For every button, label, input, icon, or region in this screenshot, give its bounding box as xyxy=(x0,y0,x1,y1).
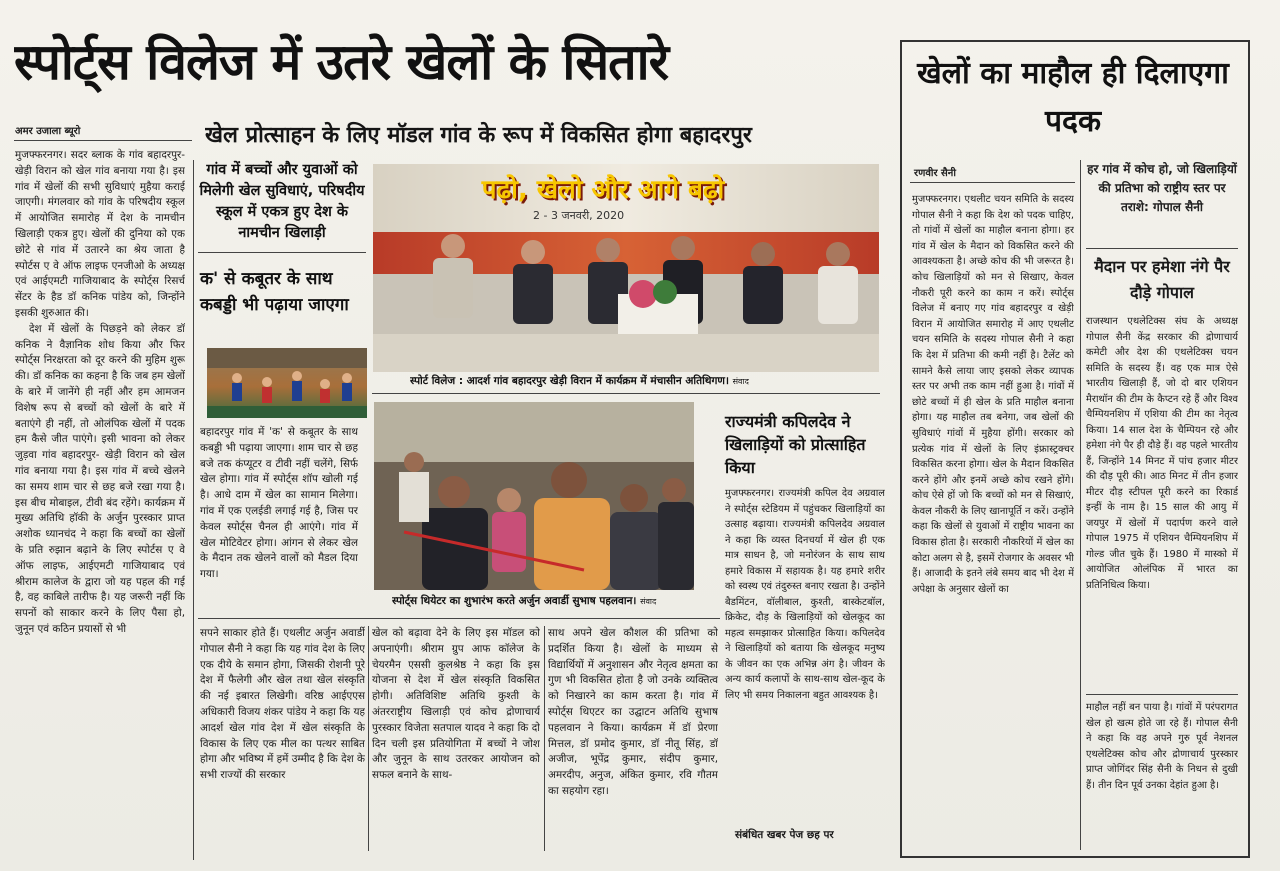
article-paragraph: मुजफ्फरनगर। सदर ब्लाक के गांव बहादरपुर- खेड़ी विरान को खेल गांव बनाया गया है। इस गांव में खेलों की सभी सुविधाएं मुहैया कराई जाएगी। मंगलवार को गांव के परिषदीय स्कूल में आयोजित समारोह में देश के नामचीन खिलाड़ी एकत्र हुए। खेलों की दुनिया को एक छोटे से गांव में उतारने का श्रेय जाता है स्पोर्टस ए वे ऑफ लाइफ एनजीओ के अध्यक्ष एवं आईएमटी गाजियाबाद के स्पोर्ट्स रिसर्च सेंटर के हैड डॉ कनिक पांडेय को, जिन्होंने इसकी शुरुआत की। xyxy=(15,149,185,319)
side-column-2-end: माहौल नहीं बन पाया है। गांवों में परंपरागत खेल हो खत्म होते जा रहे हैं। गोपाल सैनी ने कहा कि वह अपने गुरु पूर्व नेशनल एथलेटिक्स कोच और द्रोणाचार्य पुरस्कार प्राप्त जोगिंदर सिंह सैनी के निधन से दुखी हैं। तीन दिन पूर्व उनका देहांत हुआ है। xyxy=(1086,702,1238,791)
side-column-2: राजस्थान एथलेटिक्स संघ के अध्यक्ष गोपाल सैनी केंद्र सरकार की द्रोणाचार्य कमेटी और देश की एथलेटिक्स चयन समिति के सदस्य हैं। वह एक मात्र ऐसे भारतीय खिलाड़ी हैं, जो दो बार एशियन मैराथॉन की टीम के कैप्टन रहे हैं और विश्व चैम्पियनशिप में एशिया की टीम का नेतृत्व किया। 14 साल देश के चैम्पियन रहे और हमेशा नंगे पैर ही दौड़े हैं। वह पहले भारतीय हैं, जिन्होंने 14 मिनट में पांच हजार मीटर की दौड़ पूरी की। आठ मिनट में तीन हजार मीटर दौड़ स्टीपल पूरी करने का रिकार्ड इन्हीं के नाम है। 15 साल की आयु में जयपुर में खेलों में पदार्पण करने वाले गोपाल 1975 में एशियन चैम्पियनशिप में गोल्ड जीत चुके हैं। 1980 में मास्को में आयोजित ओलंपिक में भारत का प्रतिनिधित्व किया। xyxy=(1086,316,1238,591)
side-column-1: मुजफ्फरनगर। एथलीट चयन समिति के सदस्य गोपाल सैनी ने कहा कि देश को पदक चाहिए, तो गांवों में खेलों का माहौल बनाना होगा। हर गांव में खेल के मैदान को विकसित करने की आवश्यकता है। अच्छे कोच की भी जरूरत है। कोच खिलाड़ियों को मन से सिखाए, केवल नौकरी पूरी करने का काम न करें। स्पोर्ट्स विलेज में बनाए गए गांव बहादरपुर व खेड़ी विरान में आयोजित समारोह में आए एथलीट चयन समिति के सदस्य गोपाल सैनी ने कहा कि देश में प्रतिभा की कमी नहीं है। टैलेंट को सामने कैसे लाया जाए इसको लेकर व्यापक स्तर पर अभी तक काम नहीं हुआ है। गांवों में छोटे बच्चों में ही खेल के प्रति माहौल बनाना होगा। यह माहौल तब बनेगा, जब खेलों की सुविधाएं गांवों में मुहैया होंगी। सरकार को प्रत्येक गांव में खेलों के लिए इंफ्रास्ट्रक्चर विकसित करना होगा। खेल के मैदान विकसित करने होंगे और इनमें अच्छे कोच रखने होंगे। कोच ऐसे हों जो कि बच्चों को मन से सिखाएं, केवल नौकरी के लिए खानापूर्ति न करें। उन्होंने कहा कि खेलों से युवाओं में राष्ट्रीय भावना का विकास होता है। सरकारी नौकरियों में खेल का कोटा अलग से है, इसमें रोजगार के अवसर भी हैं। आजादी के इतने लंबे समय बाद भी देश में अपेक्षा के अनुसार खेलों का xyxy=(912,194,1074,595)
article-column-3: खेल को बढ़ावा देने के लिए इस मॉडल को अपनाएंगी। श्रीराम ग्रुप आफ कॉलेज के चेयरमैन एससी कुलश्रेष्ठ ने कहा कि इस योजना से देश में खेल संस्कृति विकसित होगी। अतिविशिष्ट अतिथि कुश्ती के अंतरराष्ट्रीय खिलाड़ी एवं कोच द्रोणाचार्य पुरस्कार विजेता सतपाल यादव ने कहा कि दो दिन चली इस प्रतियोगिता में बच्चों ने जोश और जुनून के साथ उतरकर आयोजन को सफल बनाने के साथ- xyxy=(372,627,540,782)
divider xyxy=(372,393,880,394)
continued-note: संबंधित खबर पेज छह पर xyxy=(735,829,834,841)
minister-headline: राज्यमंत्री कपिलदेव ने खिलाड़ियों को प्रोत्साहित किया xyxy=(725,412,866,477)
kabaddi-subheadline: क' से कबूतर के साथ कबड्डी भी पढ़ाया जाएगा xyxy=(200,269,349,315)
side-subheadline: मैदान पर हमेशा नंगे पैर दौड़े गोपाल xyxy=(1094,257,1230,302)
divider xyxy=(910,182,1075,183)
main-subhead: खेल प्रोत्साहन के लिए मॉडल गांव के रूप में विकसित होगा बहादरपुर xyxy=(205,123,752,148)
divider xyxy=(1086,248,1238,249)
stage-photo xyxy=(373,164,879,372)
article-paragraph: देश में खेलों के पिछड़ने को लेकर डॉ कनिक ने वैज्ञानिक शोध किया और फिर स्पोर्ट्स निरक्षरता को दूर करने की मुहिम शुरू की। डॉ कनिक का कहना है कि जब हम खेलों के बारे में जानेंगे ही नहीं और हम आमजन विशेष रूप से बच्चों को खेलों के बारे में बताएंगे ही नहीं, तो ओलंपिक खेलों में पदक हम कैसे जीत पाएंगे। इसी भावना को लेकर जुड़वा गांव बहादरपुर- खेड़ी विरान को खेल गांव बनाया गया है। इस गांव में बच्चे खेलने का समय शाम चार से छह बजे रखा गया है। इस बीच मोबाइल, टीवी बंद रहेंगे। कार्यक्रम में मुख्य अतिथि हॉकी के अर्जुन पुरस्कार प्राप्त अशोक ध्यानचंद ने कहा कि बच्चों का खेलों के प्रति रुझान बढ़ाने के लिए स्पोर्टस ए वे ऑफ लाइफ, आईएमटी गाजियाबाद एवं श्रीराम कालेज के द्वारा जो यह पहल की गई है, वह काबिले तारीफ है। यह जरूरी नहीं कि सपनों को साकार करने के लिए पैसा हो, जुनून एवं कठिन प्रयासों से भी xyxy=(15,322,185,635)
column-rule xyxy=(1080,160,1081,850)
kabaddi-text: बहादरपुर गांव में 'क' से कबूतर के साथ कबड्डी भी पढ़ाया जाएगा। शाम चार से छह बजे तक कंप्यूटर व टीवी नहीं चलेंगे, सिर्फ खेल होगा। गांव में स्पोर्ट्स शॉप खोली गई है। आधे दाम में खेल का सामान मिलेगा। गांव में एक एलईडी लगाई गई है, जिस पर केवल स्पोर्ट्स चैनल ही आएंगे। गांव में खेल मोटिवेटर होगा। आंगन से लेकर खेल के मैदान तक खेलने वालों को मैडल दिया गया। xyxy=(200,426,358,581)
divider xyxy=(1086,694,1238,695)
inauguration-photo-caption xyxy=(392,592,692,611)
minister-story: मुजफ्फरनगर। राज्यमंत्री कपिल देव अग्रवाल ने स्पोर्ट्स स्टेडियम में पहुंचकर खिलाड़ियों का उत्साह बढ़ाया। राज्यमंत्री कपिलदेव अग्रवाल ने कहा कि व्यस्त दिनचर्या में खेल ही एक मात्र साधन है, जो मनोरंजन के साथ साथ हमारे विकास में सहायक है। यह हमारे शरीर को स्वस्थ एवं तंदुरुस्त बनाए रखता है। उन्होंने बैडमिंटन, वॉलीबाल, कुश्ती, बास्केटबॉल, क्रिकेट, दौड़ के खिलाड़ियों को खेलकूद का महत्व समझाकर प्रोत्साहित किया। कपिलदेव ने खिलाड़ियों को बताया कि खेलकूद मनुष्य के जीवन का एक अभिन्न अंग है। जीवन के अन्य कार्य कलापों के साथ-साथ खेल-कूद के लिए भी समय निकालना बहुत आवश्यक है। xyxy=(725,488,885,701)
inauguration-photo xyxy=(374,402,694,590)
caption-text: स्पोर्ट्स थियेटर का शुभारंभ करते अर्जुन अवार्डी सुभाष पहलवान। xyxy=(392,595,637,607)
article-column-2: सपने साकार होते हैं। एथलीट अर्जुन अवार्डी गोपाल सैनी ने कहा कि यह गांव देश के लिए एक दीये के समान होगा, जिसकी रोशनी पूरे देश में फैलेगी और खेल तथा खेल संस्कृति की नई इबारत लिखेगी। वरिष्ठ आईएएस अधिकारी विजय शंकर पांडेय ने कहा कि यह आदर्श खेल गांव देश में खेल संस्कृति के विकास के लिए एक मील का पत्थर साबित होगा और भविष्य में हमें उम्मीद है कि देश के सभी राज्यों की सरकार xyxy=(200,627,365,782)
column-rule xyxy=(544,626,545,851)
inauguration-illustration xyxy=(374,402,694,590)
column-rule xyxy=(193,160,194,860)
photo-credit: संवाद xyxy=(732,377,749,386)
kabaddi-players-illustration xyxy=(207,348,367,418)
side-quote: हर गांव में कोच हो, जो खिलाड़ियों की प्रतिभा को राष्ट्रीय स्तर पर तराशे: गोपाल सैनी xyxy=(1087,162,1237,214)
main-headline: स्पोर्ट्स विलेज में उतरे खेलों के सितारे xyxy=(14,33,669,91)
column-rule xyxy=(368,626,369,851)
banner-slogan: पढ़ो, खेलो और आगे बढ़ो xyxy=(481,175,725,205)
photo-credit: संवाद xyxy=(640,597,657,606)
article-column-4: साथ अपने खेल कौशल की प्रतिभा को प्रदर्शित किया है। खेलों के माध्यम से विद्यार्थियों में अनुशासन और नेतृत्व क्षमता का गुण भी विकसित होता है जो उनके व्यक्तित्व को निखारने का काम करता है। गांव में स्पोर्ट्स थिएटर का उद्घाटन अतिथि सुभाष पहलवान ने किया। कार्यक्रम में डॉ प्रेरणा मित्तल, डॉ प्रमोद कुमार, डॉ नीतू सिंह, डॉ अजीज, भूपेंद्र कुमार, संदीप कुमार, अमरदीप, अनुज, अंकित कुमार, रवि गौतम का सहयोग रहा। xyxy=(548,627,718,797)
banner-date: 2 - 3 जनवरी, 2020 xyxy=(533,209,625,222)
main-byline: अमर उजाला ब्यूरो xyxy=(15,126,81,137)
side-byline: रणवीर सैनी xyxy=(914,168,956,179)
guests-illustration xyxy=(373,224,879,372)
divider xyxy=(14,140,192,141)
divider xyxy=(198,618,720,619)
article-column-1 xyxy=(15,148,185,863)
divider xyxy=(198,252,366,253)
caption-text: स्पोर्ट विलेज : आदर्श गांव बहादरपुर खेड़ी विरान में कार्यक्रम में मंचासीन अतिथिगण। xyxy=(410,375,729,387)
stage-photo-caption xyxy=(410,372,880,391)
side-headline: खेलों का माहौल ही दिलाएगा पदक xyxy=(917,56,1229,139)
kabaddi-photo xyxy=(207,348,367,418)
highlight-blurb: गांव में बच्चों और युवाओं को मिलेगी खेल सुविधाएं, परिषदीय स्कूल में एकत्र हुए देश के नामचीन खिलाड़ी xyxy=(199,162,365,241)
